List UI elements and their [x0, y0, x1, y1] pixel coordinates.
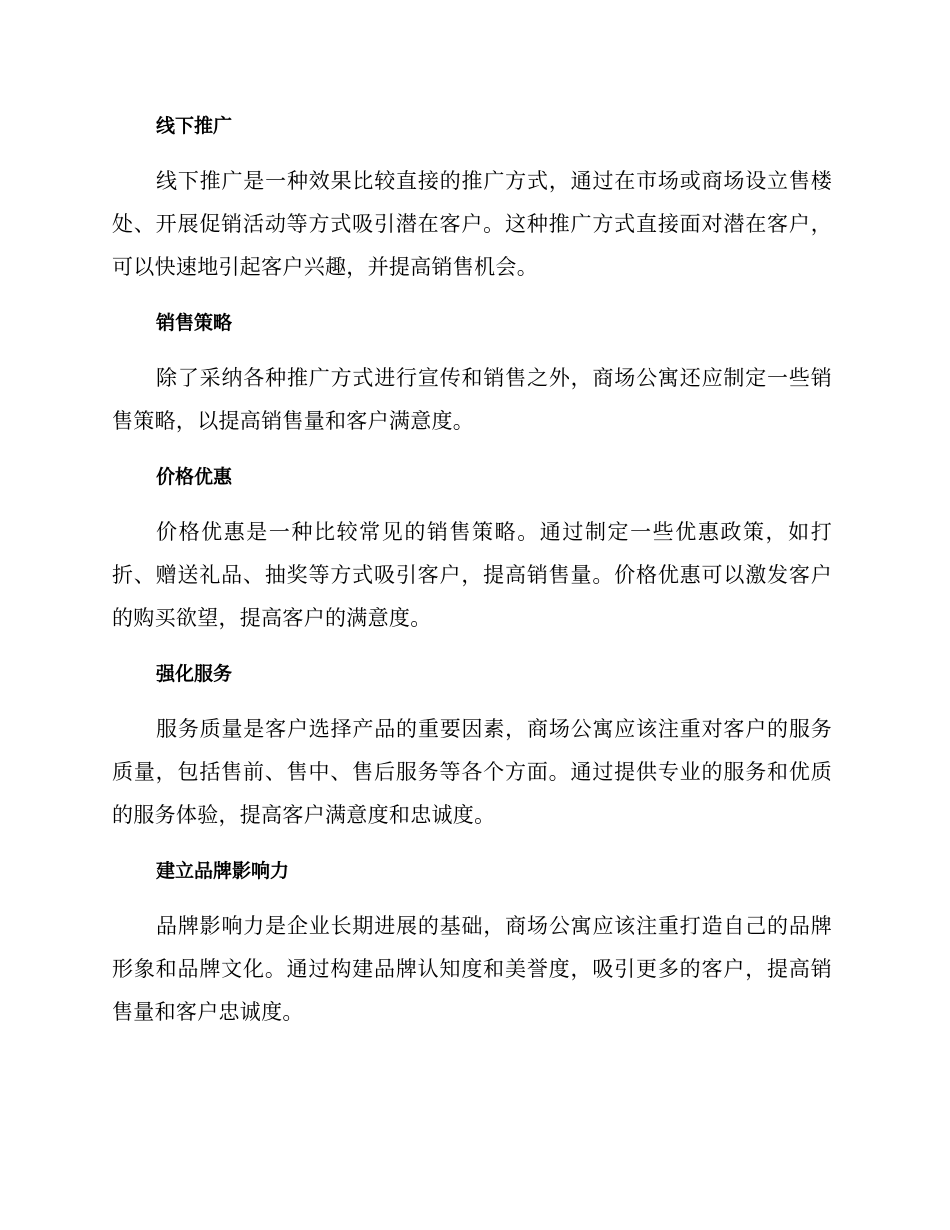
section-offline-promotion: [112, 108, 832, 289]
section-heading: 建立品牌影响力: [156, 860, 290, 882]
section-paragraph: 价格优惠是一种比较常见的销售策略。通过制定一些优惠政策，如打折、赠送礼品、抽奖等方式吸引客户，提高销售量。价格优惠可以激发客户的购买欲望，提高客户的满意度。: [112, 520, 832, 630]
document-page: [112, 108, 832, 1050]
section-heading: 销售策略: [156, 312, 233, 334]
section-sales-strategy: [112, 305, 832, 443]
section-heading: 价格优惠: [156, 466, 233, 488]
section-paragraph: 服务质量是客户选择产品的重要因素，商场公寓应该注重对客户的服务质量，包括售前、售中、售后服务等各个方面。通过提供专业的服务和优质的服务体验，提高客户满意度和忠诚度。: [112, 717, 832, 827]
section-brand-influence: [112, 853, 832, 1034]
section-price-discount: [112, 459, 832, 640]
section-strengthen-service: [112, 656, 832, 837]
section-heading: 线下推广: [156, 115, 233, 137]
section-heading: 强化服务: [156, 663, 233, 685]
section-paragraph: 品牌影响力是企业长期进展的基础，商场公寓应该注重打造自己的品牌形象和品牌文化。通过构建品牌认知度和美誉度，吸引更多的客户，提高销售量和客户忠诚度。: [112, 914, 832, 1024]
section-paragraph: 除了采纳各种推广方式进行宣传和销售之外，商场公寓还应制定一些销售策略，以提高销售量和客户满意度。: [112, 366, 832, 433]
section-paragraph: 线下推广是一种效果比较直接的推广方式，通过在市场或商场设立售楼处、开展促销活动等方式吸引潜在客户。这种推广方式直接面对潜在客户，可以快速地引起客户兴趣，并提高销售机会。: [112, 169, 832, 279]
